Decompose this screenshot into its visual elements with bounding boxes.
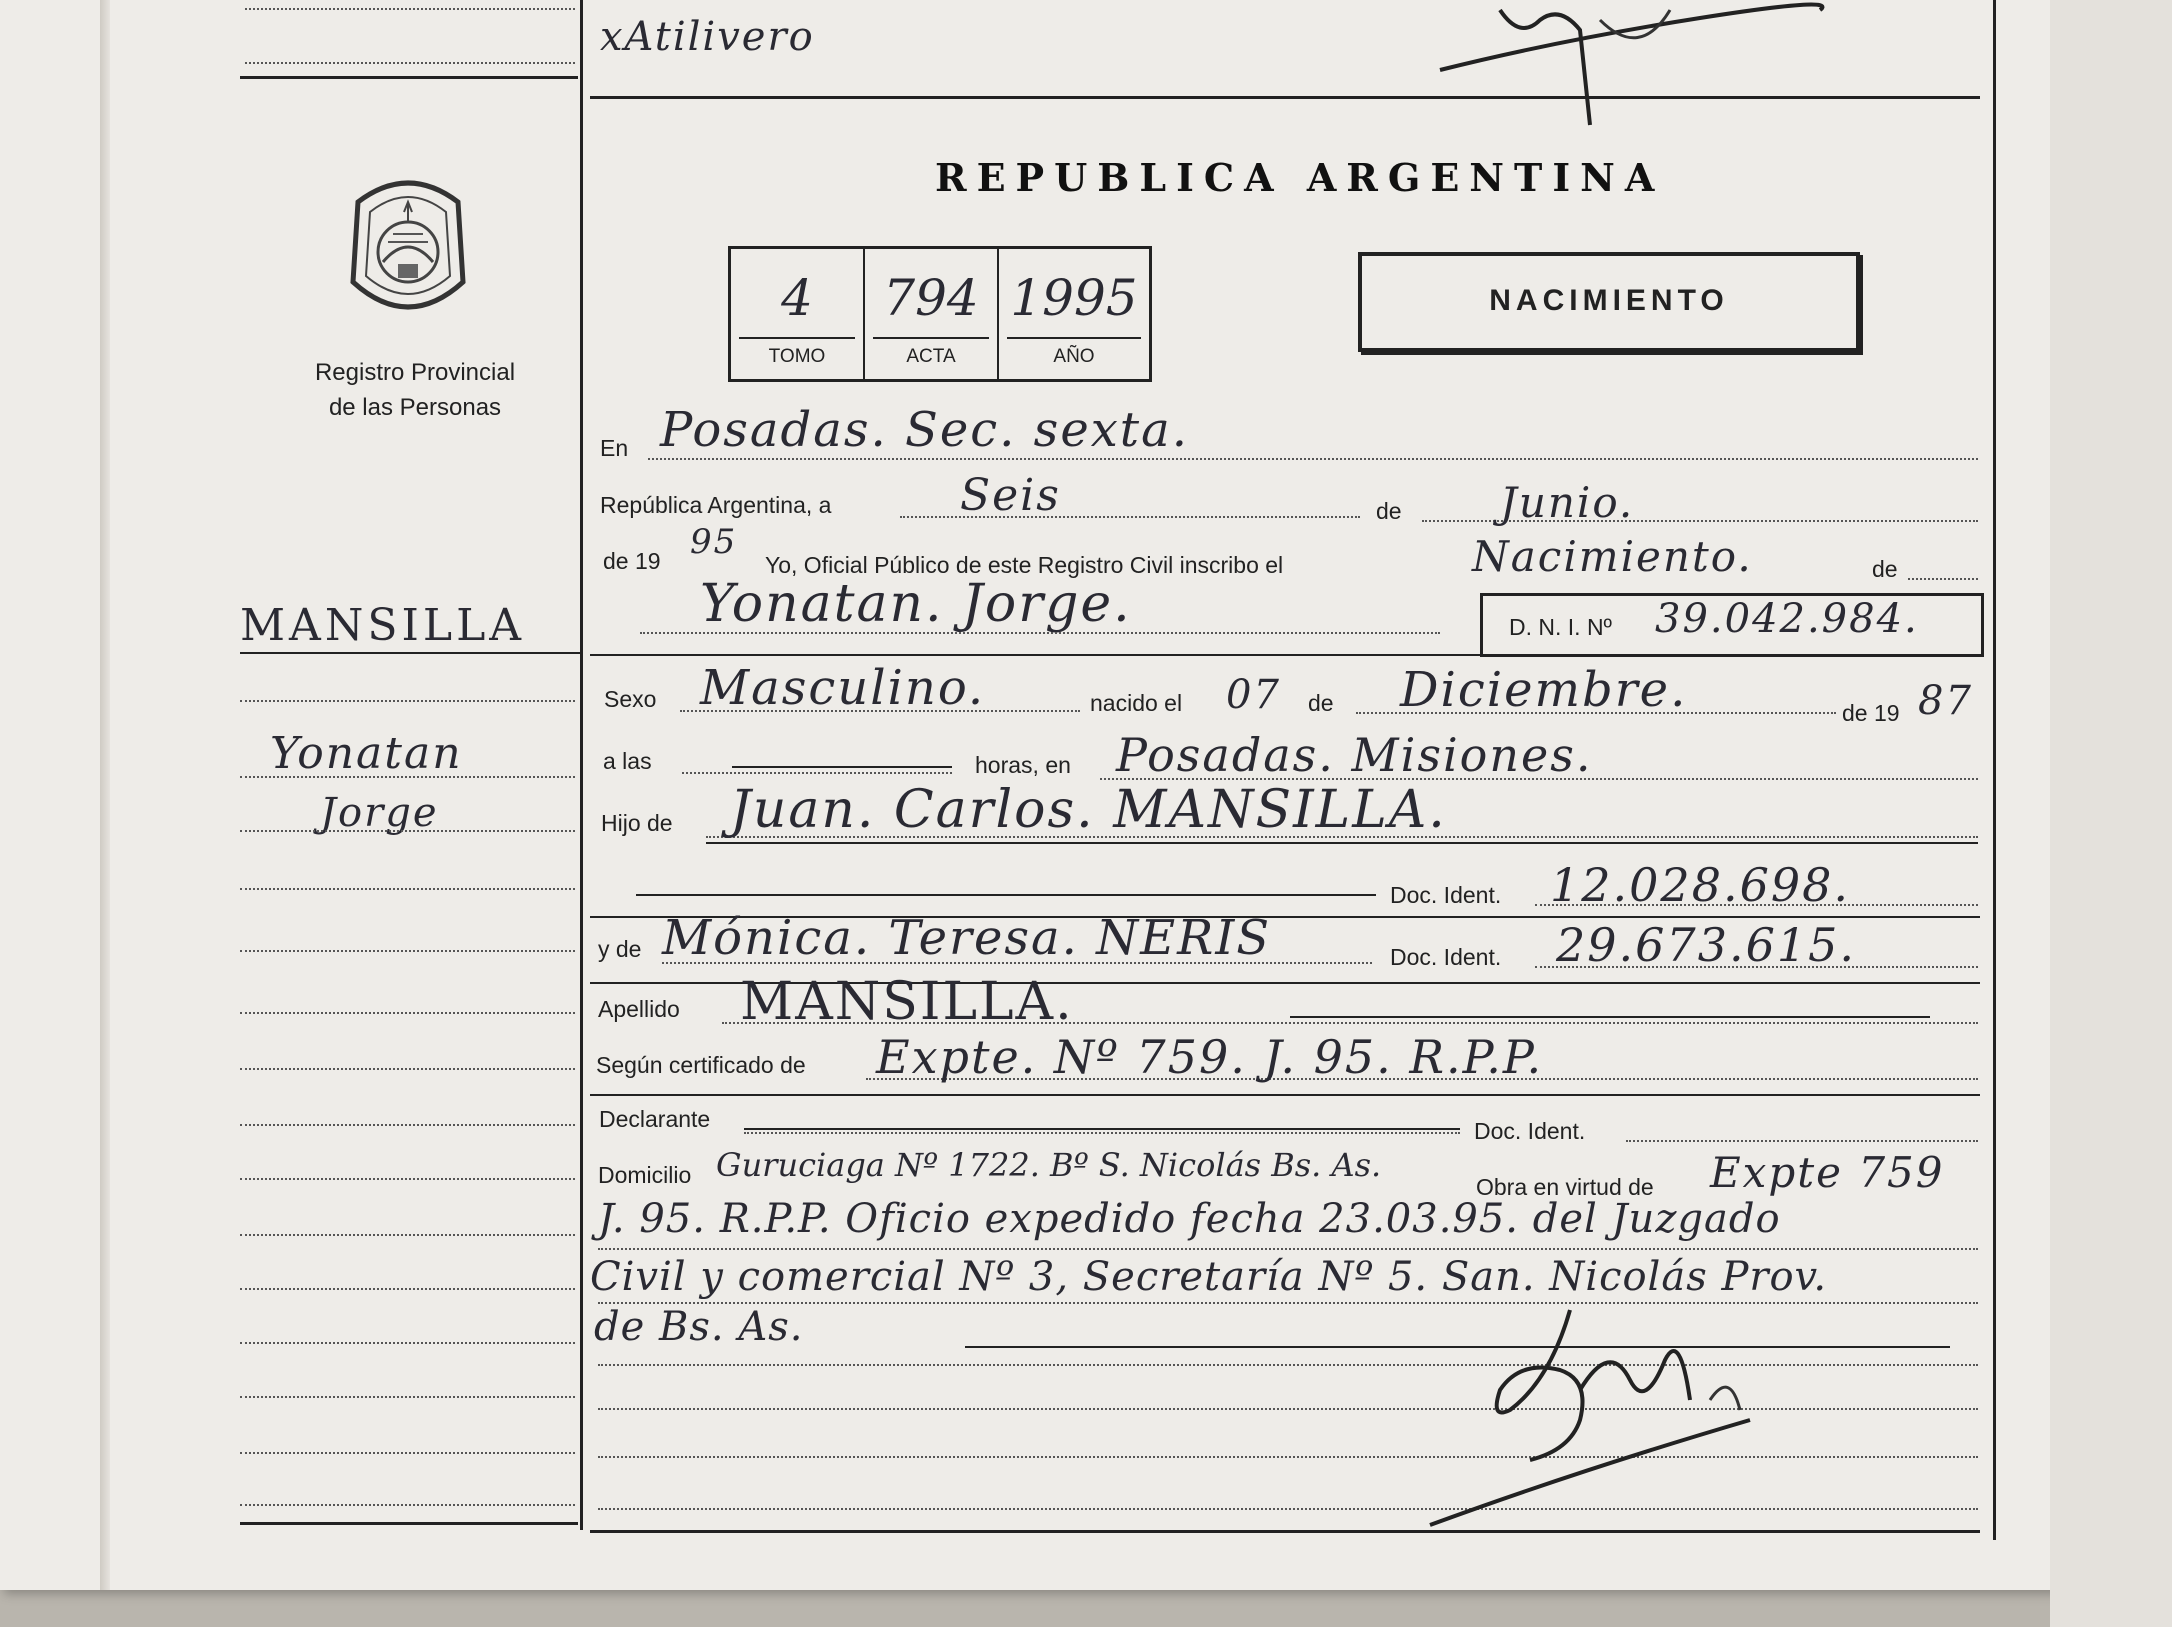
hline-2 xyxy=(706,842,1978,844)
segun-value: Expte. Nº 759. J. 95. R.P.P. xyxy=(876,1030,1544,1084)
dotline-13 xyxy=(240,1504,575,1506)
alas-label: a las xyxy=(603,748,652,774)
place-value: Posadas. Misiones. xyxy=(1116,728,1593,782)
dotline-18 xyxy=(640,632,1440,634)
nacido-label: nacido el xyxy=(1090,690,1183,716)
dotline-29 xyxy=(744,1132,1460,1134)
hline-3 xyxy=(636,894,1376,896)
adjacent-page xyxy=(2050,0,2172,1627)
birth-year: 87 xyxy=(1918,678,1973,724)
agency-name xyxy=(270,355,560,425)
de-after-event-label: de xyxy=(1872,556,1898,582)
agency-line-1: Registro Provincial xyxy=(314,359,516,386)
hline xyxy=(240,652,580,654)
apellido-label: Apellido xyxy=(598,996,680,1022)
dotline-30 xyxy=(1626,1140,1978,1142)
month-value: Junio. xyxy=(1500,478,1635,527)
margin-top-line-0 xyxy=(245,8,575,10)
day-value: Seis xyxy=(960,470,1061,521)
top-handwriting: xAtilivero xyxy=(600,14,815,60)
anio-label: AÑO xyxy=(1053,346,1095,367)
dotline-31 xyxy=(598,1248,1978,1250)
hijo-label: Hijo de xyxy=(601,810,673,836)
anio-value: 1995 xyxy=(1010,269,1138,327)
sexo-value: Masculino. xyxy=(700,660,986,716)
notes-line-3: de Bs. As. xyxy=(594,1304,804,1350)
yde-label: y de xyxy=(598,936,642,962)
hline-7 xyxy=(590,1094,1980,1096)
dotline-9 xyxy=(240,1288,575,1290)
top-rule-left xyxy=(240,76,578,79)
obra-label: Obra en virtud de xyxy=(1476,1174,1654,1200)
domicilio-label: Domicilio xyxy=(598,1162,692,1188)
agency-line-2: de las Personas xyxy=(328,394,502,421)
mother-value: Mónica. Teresa. NERIS xyxy=(662,910,1272,966)
margin-given-2: Jorge xyxy=(320,790,439,836)
dotline-0 xyxy=(240,776,575,778)
anio-cell xyxy=(999,249,1149,379)
tomo-value: 4 xyxy=(781,269,813,327)
event-value: Nacimiento. xyxy=(1472,532,1753,581)
record-type-box xyxy=(1358,252,1860,352)
de19-label-2: de 19 xyxy=(1842,700,1900,726)
registrant-name: Yonatan. Jorge. xyxy=(700,574,1132,634)
dni-value: 39.042.984. xyxy=(1655,596,1919,642)
declarante-doc-label: Doc. Ident. xyxy=(1474,1118,1586,1144)
column-divider xyxy=(580,0,583,1530)
dotline-3 xyxy=(240,950,575,952)
margin-surname: MANSILLA xyxy=(240,600,526,651)
obra-value: Expte 759 xyxy=(1710,1148,1945,1197)
dotline-6 xyxy=(240,1124,575,1126)
segun-label: Según certificado de xyxy=(596,1052,806,1078)
misiones-seal xyxy=(338,172,478,332)
father-value: Juan. Carlos. MANSILLA. xyxy=(730,780,1447,840)
dotline-5 xyxy=(240,1068,575,1070)
record-type-label: NACIMIENTO xyxy=(1489,284,1729,317)
margin-top-line xyxy=(245,62,575,64)
dotline-25 xyxy=(662,962,1372,964)
republica-label: República Argentina, a xyxy=(600,492,832,518)
dotline-1 xyxy=(240,830,575,832)
horas-label: horas, en xyxy=(975,752,1071,778)
dni-box xyxy=(1480,593,1984,657)
acta-label: ACTA xyxy=(906,346,956,367)
dotline-8 xyxy=(240,1234,575,1236)
dni-label: D. N. I. Nº xyxy=(1509,614,1612,640)
bottom-rule-left xyxy=(240,1522,578,1525)
margin-given-1: Yonatan xyxy=(270,728,463,779)
official-signature xyxy=(1430,1300,1810,1545)
dotline-10 xyxy=(240,1342,575,1344)
domicilio-value: Guruciaga Nº 1722. Bº S. Nicolás Bs. As. xyxy=(716,1146,1382,1184)
year-value: 95 xyxy=(690,522,738,562)
dotline-4 xyxy=(240,1012,575,1014)
regline-1 xyxy=(1007,337,1141,339)
book-spine xyxy=(100,0,110,1590)
hline-0 xyxy=(590,654,1980,656)
dotline-21 xyxy=(682,772,952,774)
dotline-11 xyxy=(240,1396,575,1398)
de19-label: de 19 xyxy=(603,548,661,574)
declarante-label: Declarante xyxy=(599,1106,711,1132)
en-value: Posadas. Sec. sexta. xyxy=(660,402,1189,458)
right-border xyxy=(1993,0,1996,1540)
father-doc-value: 12.028.698. xyxy=(1550,858,1850,912)
dotline-17 xyxy=(1908,578,1978,580)
acta-value: 794 xyxy=(883,269,979,327)
dotline xyxy=(240,700,575,702)
hline-6 xyxy=(1290,1016,1930,1018)
apellido-value: MANSILLA. xyxy=(740,972,1074,1032)
notes-line-2: Civil y comercial Nº 3, Secretaría Nº 5. San. Nicolás Prov. xyxy=(590,1254,1828,1300)
sexo-label: Sexo xyxy=(604,686,657,712)
dotline-12 xyxy=(240,1452,575,1454)
tomo-label: TOMO xyxy=(768,346,826,367)
document-title: REPUBLICA ARGENTINA xyxy=(935,155,1665,200)
registry-box xyxy=(728,246,1152,382)
mother-doc-value: 29.673.615. xyxy=(1556,918,1856,972)
regline xyxy=(739,337,855,339)
birth-day: 07 xyxy=(1226,672,1281,718)
dotline-2 xyxy=(240,888,575,890)
mother-doc-label: Doc. Ident. xyxy=(1390,944,1502,970)
en-label: En xyxy=(600,435,629,461)
dotline-7 xyxy=(240,1178,575,1180)
notes-line-1: J. 95. R.P.P. Oficio expedido fecha 23.03.95. del Juzgado xyxy=(598,1196,1781,1242)
de-label: de xyxy=(1376,498,1402,524)
top-signature xyxy=(1440,0,1840,135)
tomo-cell xyxy=(731,249,865,379)
father-doc-label: Doc. Ident. xyxy=(1390,882,1502,908)
birth-month: Diciembre. xyxy=(1400,662,1688,718)
hline-8 xyxy=(744,1128,1460,1130)
regline-0 xyxy=(873,337,989,339)
de-label-2: de xyxy=(1308,690,1334,716)
acta-cell xyxy=(865,249,999,379)
dotline-14 xyxy=(648,458,1978,460)
hline-1 xyxy=(732,766,952,768)
oficial-label: Yo, Oficial Público de este Registro Civil inscribo el xyxy=(765,552,1284,578)
